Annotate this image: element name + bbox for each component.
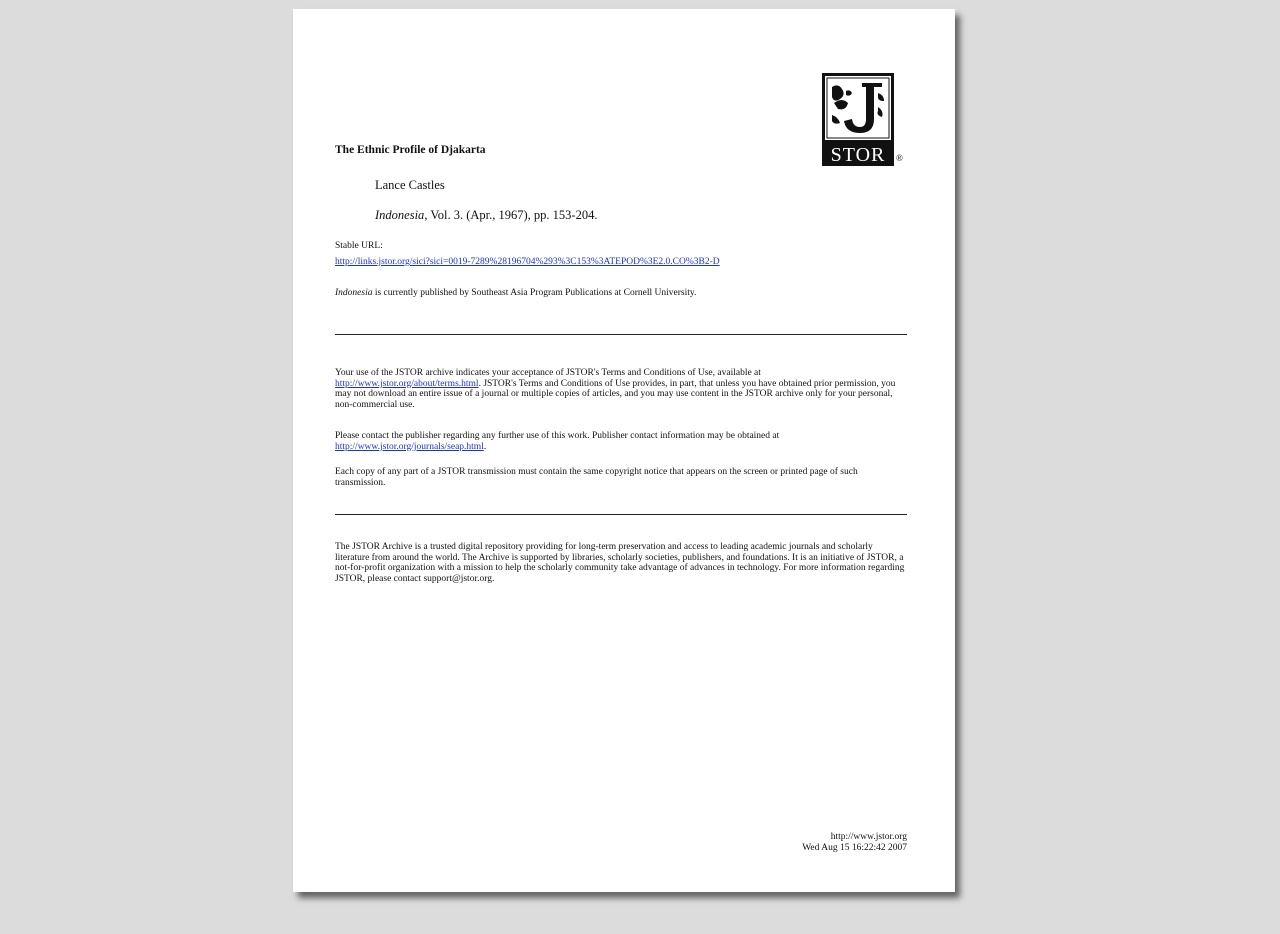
publisher-note-text: is currently published by Southeast Asia Program Publications at Cornell University. bbox=[372, 288, 697, 298]
divider bbox=[335, 334, 907, 335]
article-citation bbox=[375, 208, 597, 223]
divider bbox=[335, 514, 907, 515]
stable-url-link[interactable]: http://links.jstor.org/sici?sici=0019-7289%28196704%293%3C153%3ATEPOD%3E2.0.CO%3B2-D bbox=[335, 257, 720, 267]
terms-paragraph bbox=[335, 368, 907, 410]
publisher-contact-link[interactable]: http://www.jstor.org/journals/seap.html bbox=[335, 441, 484, 452]
document-page bbox=[293, 9, 955, 892]
stable-url-label: Stable URL: bbox=[335, 241, 383, 251]
publisher-note bbox=[335, 288, 696, 298]
footer-site: http://www.jstor.org bbox=[830, 832, 907, 842]
article-title: The Ethnic Profile of Djakarta bbox=[335, 144, 486, 156]
page-footer bbox=[802, 832, 907, 854]
publisher-contact-paragraph bbox=[335, 431, 907, 452]
jstor-logo-icon bbox=[822, 73, 903, 169]
registered-mark: ® bbox=[896, 153, 903, 163]
terms-text-before: Your use of the JSTOR archive indicates your acceptance of JSTOR's Terms and Conditions of Use, available at bbox=[335, 368, 761, 378]
contact-text-before: Please contact the publisher regarding any further use of this work. Publisher contact information may be obtained at bbox=[335, 431, 780, 441]
footer-timestamp: Wed Aug 15 16:22:42 2007 bbox=[802, 843, 907, 853]
article-author: Lance Castles bbox=[375, 178, 445, 192]
terms-link[interactable]: http://www.jstor.org/about/terms.html bbox=[335, 378, 479, 389]
copyright-notice-paragraph: Each copy of any part of a JSTOR transmission must contain the same copyright notice that appears on the screen or printed page of such transmission. bbox=[335, 467, 858, 488]
contact-text-after: . bbox=[483, 441, 487, 452]
terms-text-after: . JSTOR's Terms and Conditions of Use provides, in part, that unless you have obtained prior permission, you may not download an entire issue of a journal or multiple copies of articles, and you may use content in the JSTOR archive only for your personal, non-commercial use. bbox=[335, 378, 896, 410]
svg-text:STOR: STOR bbox=[830, 144, 886, 166]
citation-journal: Indonesia bbox=[375, 208, 425, 222]
archive-note-paragraph: The JSTOR Archive is a trusted digital repository providing for long-term preservation and access to leading academic journals and scholarly literature from around the world. The Archive is supported by libraries, scholarly societies, publishers, and foundations. It is an initiative of JSTOR, a not-for-profit organization with a mission to help the scholarly community take advantage of advances in technology. For more information regarding JSTOR, please contact support@jstor.org. bbox=[335, 542, 905, 584]
publisher-note-journal: Indonesia bbox=[335, 288, 373, 298]
citation-details: , Vol. 3. (Apr., 1967), pp. 153-204. bbox=[424, 208, 598, 222]
